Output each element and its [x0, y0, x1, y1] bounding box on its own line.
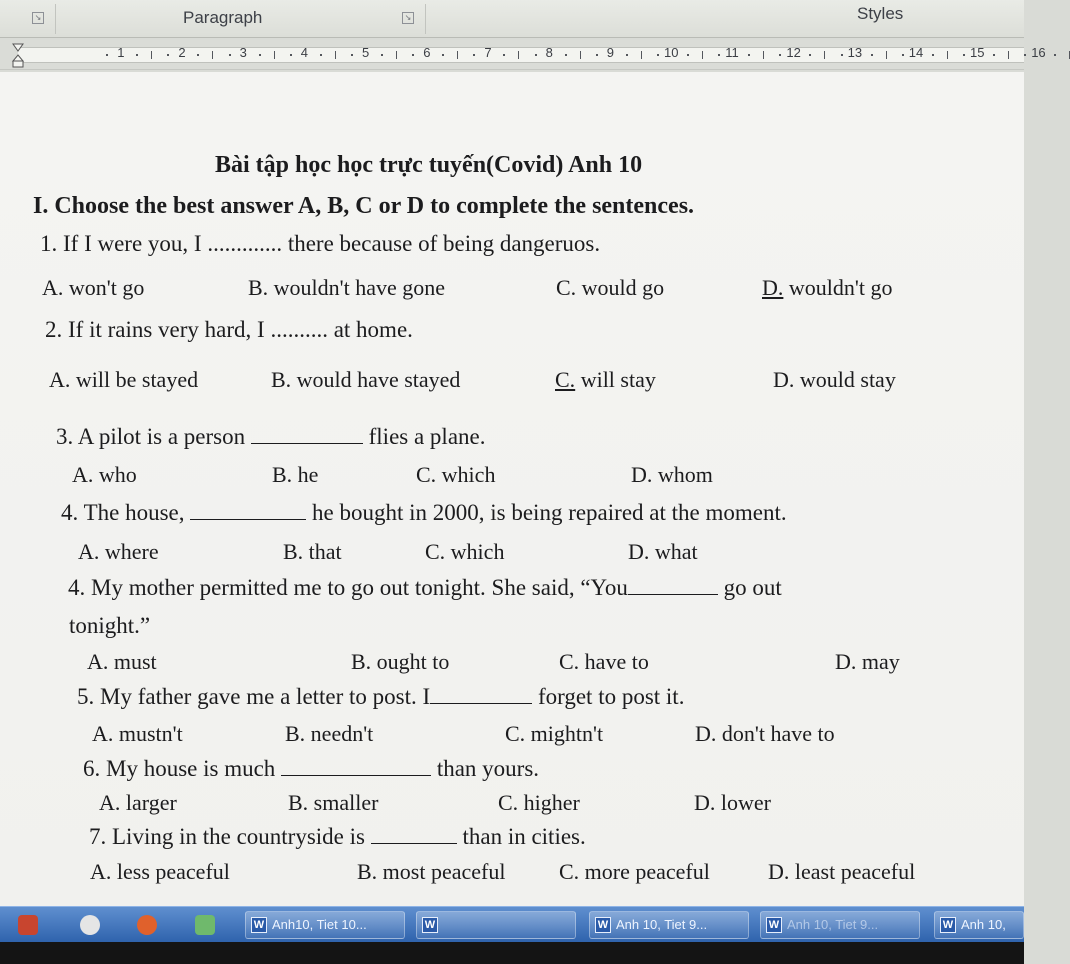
- ruler-number: 8: [545, 45, 553, 60]
- answer-blank: [190, 502, 306, 520]
- ruler-dot: [565, 54, 567, 56]
- ruler-tick: [947, 51, 948, 59]
- q4a-option-d: D. what: [628, 539, 698, 564]
- taskbar-word-button[interactable]: [416, 911, 576, 939]
- word-icon: W: [422, 917, 438, 933]
- question-1-text-end: there because of being dangeruos.: [282, 231, 601, 256]
- ruler-number: 2: [178, 45, 186, 60]
- ruler-dot: [1054, 54, 1056, 56]
- question-3-text: 3. A pilot is a person: [56, 424, 251, 449]
- question-2: 2. If it rains very hard, I .......... at home.: [45, 317, 413, 342]
- app-icon[interactable]: [18, 915, 38, 935]
- ruler-dot: [229, 54, 231, 56]
- ruler-tick: [335, 51, 336, 59]
- ruler-dot: [902, 54, 904, 56]
- taskbar-word-button[interactable]: [589, 911, 749, 939]
- q7-option-a: A. less peaceful: [90, 859, 230, 884]
- ruler-dot: [136, 54, 138, 56]
- ruler-dot: [779, 54, 781, 56]
- question-3-text-end: flies a plane.: [362, 424, 486, 449]
- ruler-tick: [212, 51, 213, 59]
- word-icon: W: [595, 917, 611, 933]
- q2-option-b: B. would have stayed: [271, 367, 461, 392]
- q2-option-c: [555, 367, 656, 393]
- ruler-dot: [1024, 54, 1026, 56]
- ruler-number: 4: [300, 45, 309, 60]
- ruler-number: 16: [1031, 45, 1046, 60]
- app-icon[interactable]: [195, 915, 215, 935]
- ruler-dot: [932, 54, 934, 56]
- q2-option-d: D. would stay: [773, 367, 896, 392]
- ruler-number: 5: [362, 45, 370, 60]
- ruler-number: 15: [970, 45, 985, 60]
- ruler-number: 14: [908, 45, 924, 60]
- ruler-tick: [274, 51, 275, 59]
- q4a-option-a: A. where: [78, 539, 159, 564]
- q1-option-c: C. would go: [556, 275, 665, 300]
- ruler-dot: [503, 54, 505, 56]
- ruler-dot: [626, 54, 628, 56]
- question-7: [89, 824, 586, 850]
- ruler-dot: [473, 54, 475, 56]
- answer-blank: [281, 758, 431, 776]
- question-5-text-end: forget to post it.: [532, 684, 685, 709]
- firefox-icon[interactable]: [137, 915, 157, 935]
- ruler-dot: [993, 54, 995, 56]
- ruler-dot: [106, 54, 108, 56]
- q6-option-a: A. larger: [99, 790, 177, 815]
- ruler-dot: [351, 54, 353, 56]
- question-4b-line2: tonight.”: [69, 613, 151, 638]
- q3-option-b: B. he: [272, 462, 319, 487]
- question-7-text: 7. Living in the countryside is: [89, 824, 371, 849]
- ruler-dot: [963, 54, 965, 56]
- word-icon: W: [940, 917, 956, 933]
- answer-blank: [628, 577, 718, 595]
- ruler-dot: [687, 54, 689, 56]
- ruler-tick: [396, 51, 397, 59]
- q5-option-b: B. needn't: [285, 721, 374, 746]
- ruler-dot: [809, 54, 811, 56]
- q7-option-b: B. most peaceful: [357, 859, 506, 884]
- ruler-dot: [259, 54, 261, 56]
- horizontal-ruler[interactable]: [0, 40, 1046, 70]
- taskbar-button-label: Anh 10, Tiet 9...: [616, 917, 708, 932]
- question-1-text: 1. If I were you, I .............: [40, 231, 283, 256]
- ruler-dot: [320, 54, 322, 56]
- q6-option-c: C. higher: [498, 790, 580, 815]
- ruler-number: 11: [725, 45, 739, 60]
- ruler-dot: [381, 54, 383, 56]
- taskbar: [0, 906, 1024, 942]
- question-5: [77, 684, 684, 710]
- answer-blank: [371, 826, 457, 844]
- q7-option-c: C. more peaceful: [559, 859, 710, 884]
- ruler-dot: [197, 54, 199, 56]
- q6-option-d: D. lower: [694, 790, 771, 815]
- question-6: [83, 756, 539, 782]
- q3-option-d: D. whom: [631, 462, 713, 487]
- ruler-dot: [718, 54, 720, 56]
- q1-option-d-text: wouldn't go: [783, 275, 893, 300]
- ruler-number: 3: [239, 45, 247, 60]
- q2-option-a: A. will be stayed: [49, 367, 199, 392]
- question-4b-text-end: go out: [717, 575, 782, 600]
- ruler-number: 10: [664, 45, 679, 60]
- ruler-number: 13: [847, 45, 863, 60]
- word-icon: W: [251, 917, 267, 933]
- ruler-number: 7: [484, 45, 492, 60]
- q7-option-d: D. least peaceful: [768, 859, 916, 884]
- q4b-option-d: D. may: [835, 649, 900, 674]
- q4a-option-b: B. that: [283, 539, 342, 564]
- q2-option-c-letter: C.: [555, 367, 576, 392]
- font-dialog-launcher-icon[interactable]: ↘: [32, 12, 44, 24]
- question-3: [56, 424, 486, 450]
- ribbon-separator: [425, 4, 426, 34]
- q6-option-b: B. smaller: [288, 790, 379, 815]
- document-page[interactable]: [0, 72, 1024, 906]
- q4a-option-c: C. which: [425, 539, 505, 564]
- question-4a-text: 4. The house,: [61, 500, 191, 525]
- q5-option-a: A. mustn't: [92, 721, 183, 746]
- question-4a: [61, 500, 787, 526]
- taskbar-button-label: Anh 10,: [961, 917, 1006, 932]
- question-6-text: 6. My house is much: [83, 756, 282, 781]
- section-heading: I. Choose the best answer A, B, C or D to complete the sentences.: [33, 193, 695, 219]
- q1-option-b: B. wouldn't have gone: [248, 275, 446, 300]
- q4b-option-c: C. have to: [559, 649, 649, 674]
- ruler-tick: [151, 51, 152, 59]
- ruler-dot: [535, 54, 537, 56]
- ruler-dot: [841, 54, 843, 56]
- q1-option-d: [762, 275, 892, 301]
- chrome-icon[interactable]: [80, 915, 100, 935]
- ruler-number: 1: [117, 45, 125, 60]
- ruler-dot: [596, 54, 598, 56]
- question-4b-text: 4. My mother permitted me to go out tonight. She said, “You: [68, 575, 628, 600]
- q1-option-d-letter: D.: [762, 275, 784, 300]
- ruler-tick: [518, 51, 519, 59]
- ruler-dot: [657, 54, 659, 56]
- question-7-text-end: than in cities.: [456, 824, 586, 849]
- q4b-option-a: A. must: [87, 649, 157, 674]
- ruler-tick: [457, 51, 458, 59]
- q5-option-c: C. mightn't: [505, 721, 604, 746]
- ruler-tick: [1008, 51, 1009, 59]
- taskbar-button-label: Anh 10, Tiet 9...: [787, 917, 879, 932]
- ruler-tick: [580, 51, 581, 59]
- document-title: Bài tập học học trực tuyến(Covid) Anh 10: [215, 152, 643, 178]
- question-5-text: 5. My father gave me a letter to post. I: [77, 684, 431, 709]
- q5-option-d: D. don't have to: [695, 721, 835, 746]
- question-6-text-end: than yours.: [431, 756, 540, 781]
- taskbar-word-button[interactable]: [934, 911, 1024, 939]
- ruler-dot: [442, 54, 444, 56]
- ruler-tick: [763, 51, 764, 59]
- question-1: [40, 231, 600, 257]
- q2-option-c-text: will stay: [575, 367, 656, 392]
- answer-blank: [251, 426, 363, 444]
- answer-blank: [430, 686, 532, 704]
- ruler-tick: [886, 51, 887, 59]
- taskbar-word-button[interactable]: [760, 911, 920, 939]
- styles-group-label: Styles: [857, 4, 904, 23]
- word-icon: W: [766, 917, 782, 933]
- ribbon-separator: [55, 4, 56, 34]
- ruler-tick: [702, 51, 703, 59]
- ruler-number: 6: [423, 45, 431, 60]
- q3-option-a: A. who: [72, 462, 137, 487]
- taskbar-button-label: Anh10, Tiet 10...: [272, 917, 367, 932]
- paragraph-dialog-launcher-icon[interactable]: ↘: [402, 12, 414, 24]
- q1-option-a: A. won't go: [42, 275, 145, 300]
- ribbon: [0, 0, 1024, 38]
- ruler-dot: [871, 54, 873, 56]
- ruler-dot: [748, 54, 750, 56]
- ruler-dot: [167, 54, 169, 56]
- q3-option-c: C. which: [416, 462, 496, 487]
- screen-bezel: [0, 942, 1024, 964]
- indent-marker-icon[interactable]: [12, 44, 24, 68]
- ruler-dot: [290, 54, 292, 56]
- question-4a-text-end: he bought in 2000, is being repaired at the moment.: [306, 500, 787, 525]
- taskbar-word-button[interactable]: [245, 911, 405, 939]
- ruler-tick: [824, 51, 825, 59]
- ruler-tick: [641, 51, 642, 59]
- ruler-number: 12: [786, 45, 801, 60]
- ruler-number: 9: [606, 45, 615, 60]
- q4b-option-b: B. ought to: [351, 649, 450, 674]
- ruler-dot: [412, 54, 414, 56]
- question-4b: [68, 575, 782, 601]
- paragraph-group-label: Paragraph: [183, 8, 263, 27]
